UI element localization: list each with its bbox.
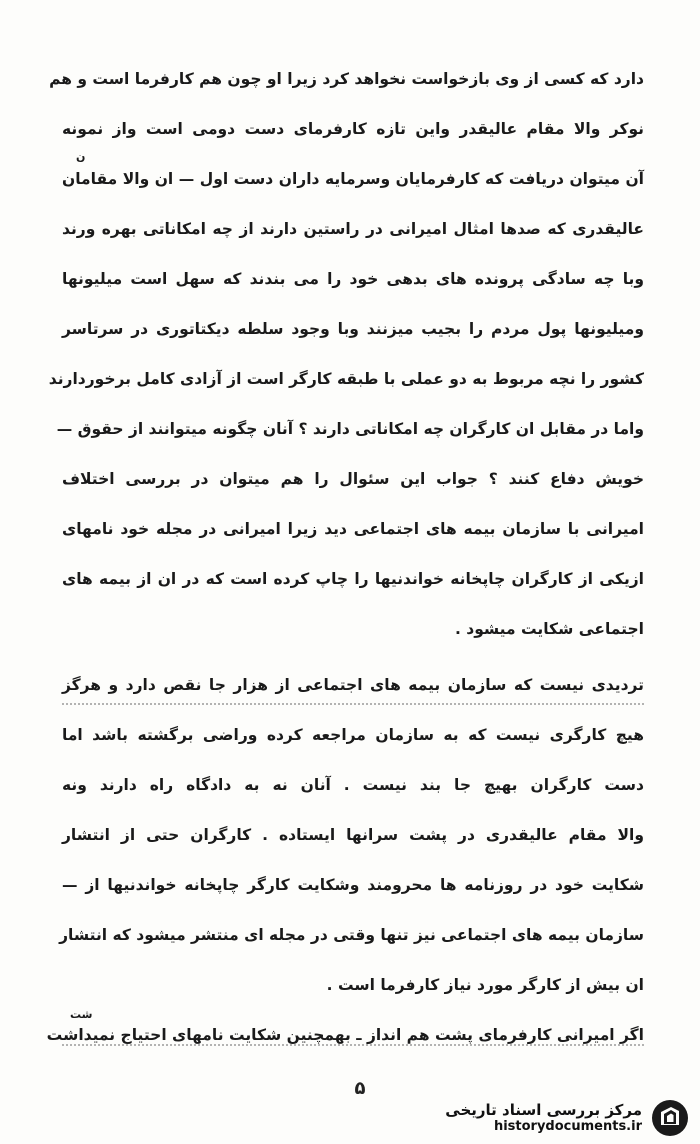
text-line: ان بیش از کارگر مورد نیاز کارفرما است . [326,976,644,994]
text-line: ن آن میتوان دریافت که کارفرمایان وسرمایه داران دست اول — ان والا مقامان [62,150,644,188]
text-line: نوکر والا مقام عالیقدر واین تازه کارفرمای دست دومی است واز نمونه [62,120,644,138]
text-line: ازیکی از کارگران چاپخانه خواندنیها را چاپ کرده است که در ان از بیمه های [62,570,644,588]
text-line: دست کارگران بهیچ جا بند نیست . آنان نه به دادگاه راه دارند ونه [62,776,644,794]
watermark-title: مرکز بررسی اسناد تاریخی [445,1101,642,1119]
text-line: تردیدی نیست که سازمان بیمه های اجتماعی از هزار جا نقص دارد و هرگز [62,676,644,694]
text-line: عالیقدری که صدها امثال امیرانی در راستین دارند از چه امکاناتی بهره ورند [62,220,644,238]
watermark [445,1098,690,1138]
text-line: اجتماعی شکایت میشود . [454,620,644,638]
text-line: کشور را نچه مربوط به دو عملی با طبقه کارگر است از آزادی کامل برخوردارند [48,370,644,388]
text-line: دارد که کسی از وی بازخواست نخواهد کرد زیرا او چون هم کارفرما است و هم [49,70,644,88]
watermark-url: historydocuments.ir [493,1119,642,1134]
text-line: ومیلیونها پول مردم را بجیب میزنند وبا وجود سلطه دیکتاتوری در سرتاسر [62,320,644,338]
text-line: واما در مقابل ان کارگران چه امکاناتی دارند ؟ آنان چگونه میتوانند از حقوق — [56,420,644,438]
text-line: امیرانی با سازمان بیمه های اجتماعی دید زیرا امیرانی در مجله خود نامهای [62,520,644,538]
text-line: وبا چه سادگی پرونده های بدهی خود را می بندند که سهل است میلیونها [62,270,644,288]
text-line: خویش دفاع کنند ؟ جواب این سئوال را هم میتوان در بررسی اختلاف [62,470,644,488]
interlinear-note: شت [70,1008,93,1021]
text-line: هیچ کارگری نیست که به سازمان مراجعه کرده وراضی برگشته باشد اما [62,726,644,744]
text-line: والا مقام عالیقدری در پشت سرانها ایستاده . کارگران حتی از انتشار [62,826,644,844]
document-body [46,64,644,1070]
dotted-rule [62,703,644,705]
interlinear-note: ن [76,150,86,163]
text-line: سازمان بیمه های اجتماعی نیز تنها وقتی در مجله ای منتشر میشود که انتشار [59,926,644,944]
text-line: شکایت خود در روزنامه ها محرومند وشکایت کارگر چاپخانه خواندنیها از — [62,876,644,894]
text-line: شت اگر امیرانی کارفرمای پشت هم انداز ـ بهمچنین شکایت نامهای احتیاج نمیداشت [46,1008,644,1044]
dotted-rule [62,1044,644,1046]
page-number: ۵ [354,1078,366,1099]
archive-logo-icon [650,1098,690,1138]
